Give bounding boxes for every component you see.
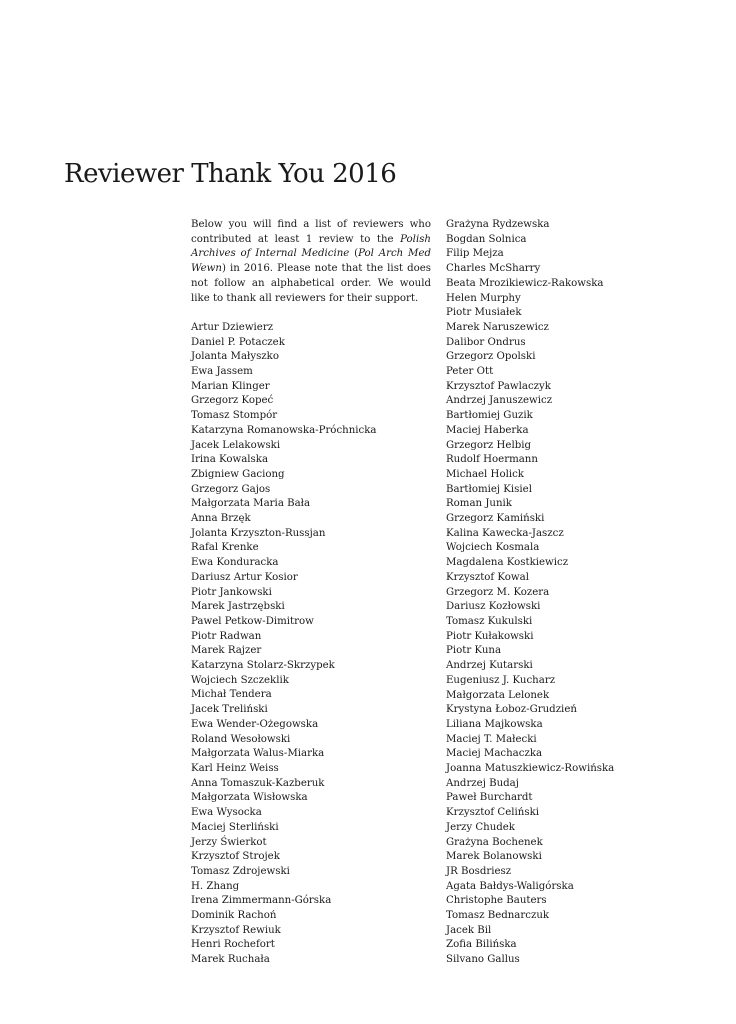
reviewer-name: Irena Zimmermann-Górska (191, 895, 332, 907)
reviewer-name: Zbigniew Gaciong (191, 468, 285, 480)
reviewer-name: Krzysztof Kowal (446, 571, 529, 583)
reviewer-name: Pawel Petkow-Dimitrow (191, 615, 314, 627)
reviewer-name: Marek Bolanowski (446, 851, 542, 863)
reviewer-name: Roland Wesołowski (191, 733, 291, 745)
reviewer-name: Magdalena Kostkiewicz (446, 557, 569, 569)
reviewer-name: Tomasz Kukulski (446, 615, 533, 627)
reviewer-name: Jacek Lelakowski (191, 439, 281, 451)
journal-abbreviation: Pol Arch Med Wewn (191, 248, 431, 275)
reviewer-list-left (191, 321, 431, 968)
reviewer-name: Jerzy Świerkot (191, 836, 267, 848)
reviewer-name: Grażyna Rydzewska (446, 219, 550, 230)
reviewer-name: Krzysztof Rewiuk (191, 924, 281, 936)
reviewer-name: Piotr Jankowski (191, 586, 272, 598)
reviewer-name: Wojciech Szczeklik (191, 674, 289, 686)
reviewer-name: Dariusz Artur Kosior (191, 571, 298, 583)
reviewer-name: Irina Kowalska (191, 454, 269, 466)
reviewer-name: Krzysztof Strojek (191, 851, 280, 863)
reviewer-name: Michael Holick (446, 468, 524, 480)
reviewer-name: Artur Dziewierz (191, 321, 274, 333)
reviewer-name: Marian Klinger (191, 380, 270, 392)
reviewer-name: Piotr Kułakowski (446, 630, 534, 642)
reviewer-name: Rafal Krenke (191, 542, 259, 554)
reviewer-name: Krystyna Łoboz-Grudzień (446, 704, 577, 716)
reviewer-name: Agata Bałdys-Waligórska (446, 880, 574, 892)
reviewer-name: Silvano Gallus (446, 954, 520, 966)
intro-text-part1: Below you will find a list of reviewers who contributed at least 1 review to the (191, 219, 431, 245)
reviewer-name: Rudolf Hoermann (446, 454, 538, 466)
reviewer-name: Maciej Sterliński (191, 821, 279, 833)
reviewer-name: Beata Mrozikiewicz-Rakowska (446, 277, 604, 289)
reviewer-name: Wojciech Kosmala (446, 542, 540, 554)
reviewer-name: Bogdan Solnica (446, 233, 527, 245)
reviewer-name: H. Zhang (191, 880, 240, 892)
reviewer-name: Jolanta Małyszko (191, 351, 279, 363)
reviewer-name: Peter Ott (446, 366, 494, 378)
reviewer-name: Małgorzata Lelonek (446, 689, 550, 701)
reviewer-name: Andrzej Budaj (446, 777, 519, 789)
reviewer-name: Anna Brzęk (191, 513, 251, 525)
reviewer-name: Małgorzata Maria Bała (191, 498, 311, 510)
reviewer-name: Andrzej Januszewicz (446, 395, 553, 407)
reviewer-name: Ewa Wysocka (191, 807, 262, 819)
reviewer-name: Roman Junik (446, 498, 512, 510)
reviewer-name: Bartłomiej Kisiel (446, 483, 532, 495)
reviewer-name: Ewa Konduracka (191, 557, 279, 569)
reviewer-name: Grzegorz Opolski (446, 351, 536, 363)
reviewer-name: Kalina Kawecka-Jaszcz (446, 527, 564, 539)
reviewer-name: Karl Heinz Weiss (191, 763, 279, 774)
reviewer-name: Christophe Bauters (446, 895, 547, 907)
page-title: Reviewer Thank You 2016 (64, 159, 397, 189)
reviewer-name: Jacek Bil (446, 924, 492, 936)
reviewer-name: Małgorzata Wisłowska (191, 792, 308, 804)
reviewer-name: Grzegorz Kamiński (446, 513, 545, 525)
reviewer-name: Marek Rajzer (191, 645, 262, 657)
reviewer-name: Piotr Radwan (191, 630, 262, 642)
reviewer-name: Eugeniusz J. Kucharz (446, 674, 556, 686)
reviewer-name: Liliana Majkowska (446, 718, 543, 730)
reviewer-name: Anna Tomaszuk-Kazberuk (191, 777, 325, 789)
reviewer-name: Krzysztof Celiński (446, 807, 539, 819)
reviewer-name: Dalibor Ondrus (446, 336, 526, 348)
reviewer-name: Jacek Treliński (191, 704, 268, 716)
reviewer-name: Grzegorz Helbig (446, 439, 532, 451)
reviewer-name: JR Bosdriesz (446, 865, 512, 877)
left-column (191, 218, 431, 968)
reviewer-name: Piotr Musiałek (446, 307, 522, 319)
reviewer-name: Katarzyna Romanowska-Próchnicka (191, 424, 377, 436)
intro-text-part3: ) in 2016. Please note that the list does not follow an alphabetical order. We would like to thank all reviewers for their support. (191, 263, 431, 304)
reviewer-name: Bartłomiej Guzik (446, 410, 533, 422)
right-column (446, 218, 731, 968)
reviewer-name: Dariusz Kozłowski (446, 601, 541, 613)
reviewer-name: Michał Tendera (191, 689, 272, 701)
journal-name: Polish Archives of Internal Medicine (191, 233, 431, 260)
reviewer-name: Grażyna Bochenek (446, 836, 543, 848)
reviewer-name: Henri Rochefort (191, 939, 275, 951)
reviewer-name: Maciej Machaczka (446, 748, 543, 760)
intro-text-part2: ( (349, 248, 359, 260)
reviewer-name: Krzysztof Pawlaczyk (446, 380, 551, 392)
reviewer-name: Maciej T. Małecki (446, 733, 537, 745)
reviewer-name: Paweł Burchardt (446, 792, 533, 804)
reviewer-list-right (446, 218, 731, 968)
reviewer-name: Katarzyna Stolarz-Skrzypek (191, 660, 335, 672)
reviewer-name: Jerzy Chudek (446, 821, 515, 833)
reviewer-name: Dominik Rachoń (191, 910, 277, 922)
reviewer-name: Grzegorz Kopeć (191, 395, 274, 407)
intro-paragraph (191, 218, 431, 306)
reviewer-name: Zofia Bilińska (446, 939, 517, 951)
reviewer-name: Marek Ruchała (191, 954, 270, 966)
reviewer-name: Tomasz Stompór (191, 410, 278, 422)
reviewer-name: Ewa Wender-Ożegowska (191, 718, 319, 730)
reviewer-name: Helen Murphy (446, 292, 521, 304)
reviewer-name: Jolanta Krzyszton-Russjan (191, 527, 326, 539)
reviewer-name: Daniel P. Potaczek (191, 336, 285, 348)
reviewer-name: Tomasz Zdrojewski (191, 865, 290, 877)
reviewer-name: Ewa Jassem (191, 366, 253, 378)
reviewer-name: Maciej Haberka (446, 424, 529, 436)
reviewer-name: Joanna Matuszkiewicz-Rowińska (446, 763, 615, 775)
reviewer-name: Filip Mejza (446, 248, 504, 260)
reviewer-name: Marek Naruszewicz (446, 321, 549, 333)
reviewer-name: Marek Jastrzębski (191, 601, 285, 613)
reviewer-name: Grzegorz M. Kozera (446, 586, 550, 598)
reviewer-name: Charles McSharry (446, 263, 541, 275)
reviewer-name: Tomasz Bednarczuk (446, 910, 550, 922)
reviewer-name: Małgorzata Walus-Miarka (191, 748, 325, 760)
reviewer-name: Grzegorz Gajos (191, 483, 271, 495)
reviewer-name: Piotr Kuna (446, 645, 502, 657)
reviewer-name: Andrzej Kutarski (446, 660, 533, 672)
